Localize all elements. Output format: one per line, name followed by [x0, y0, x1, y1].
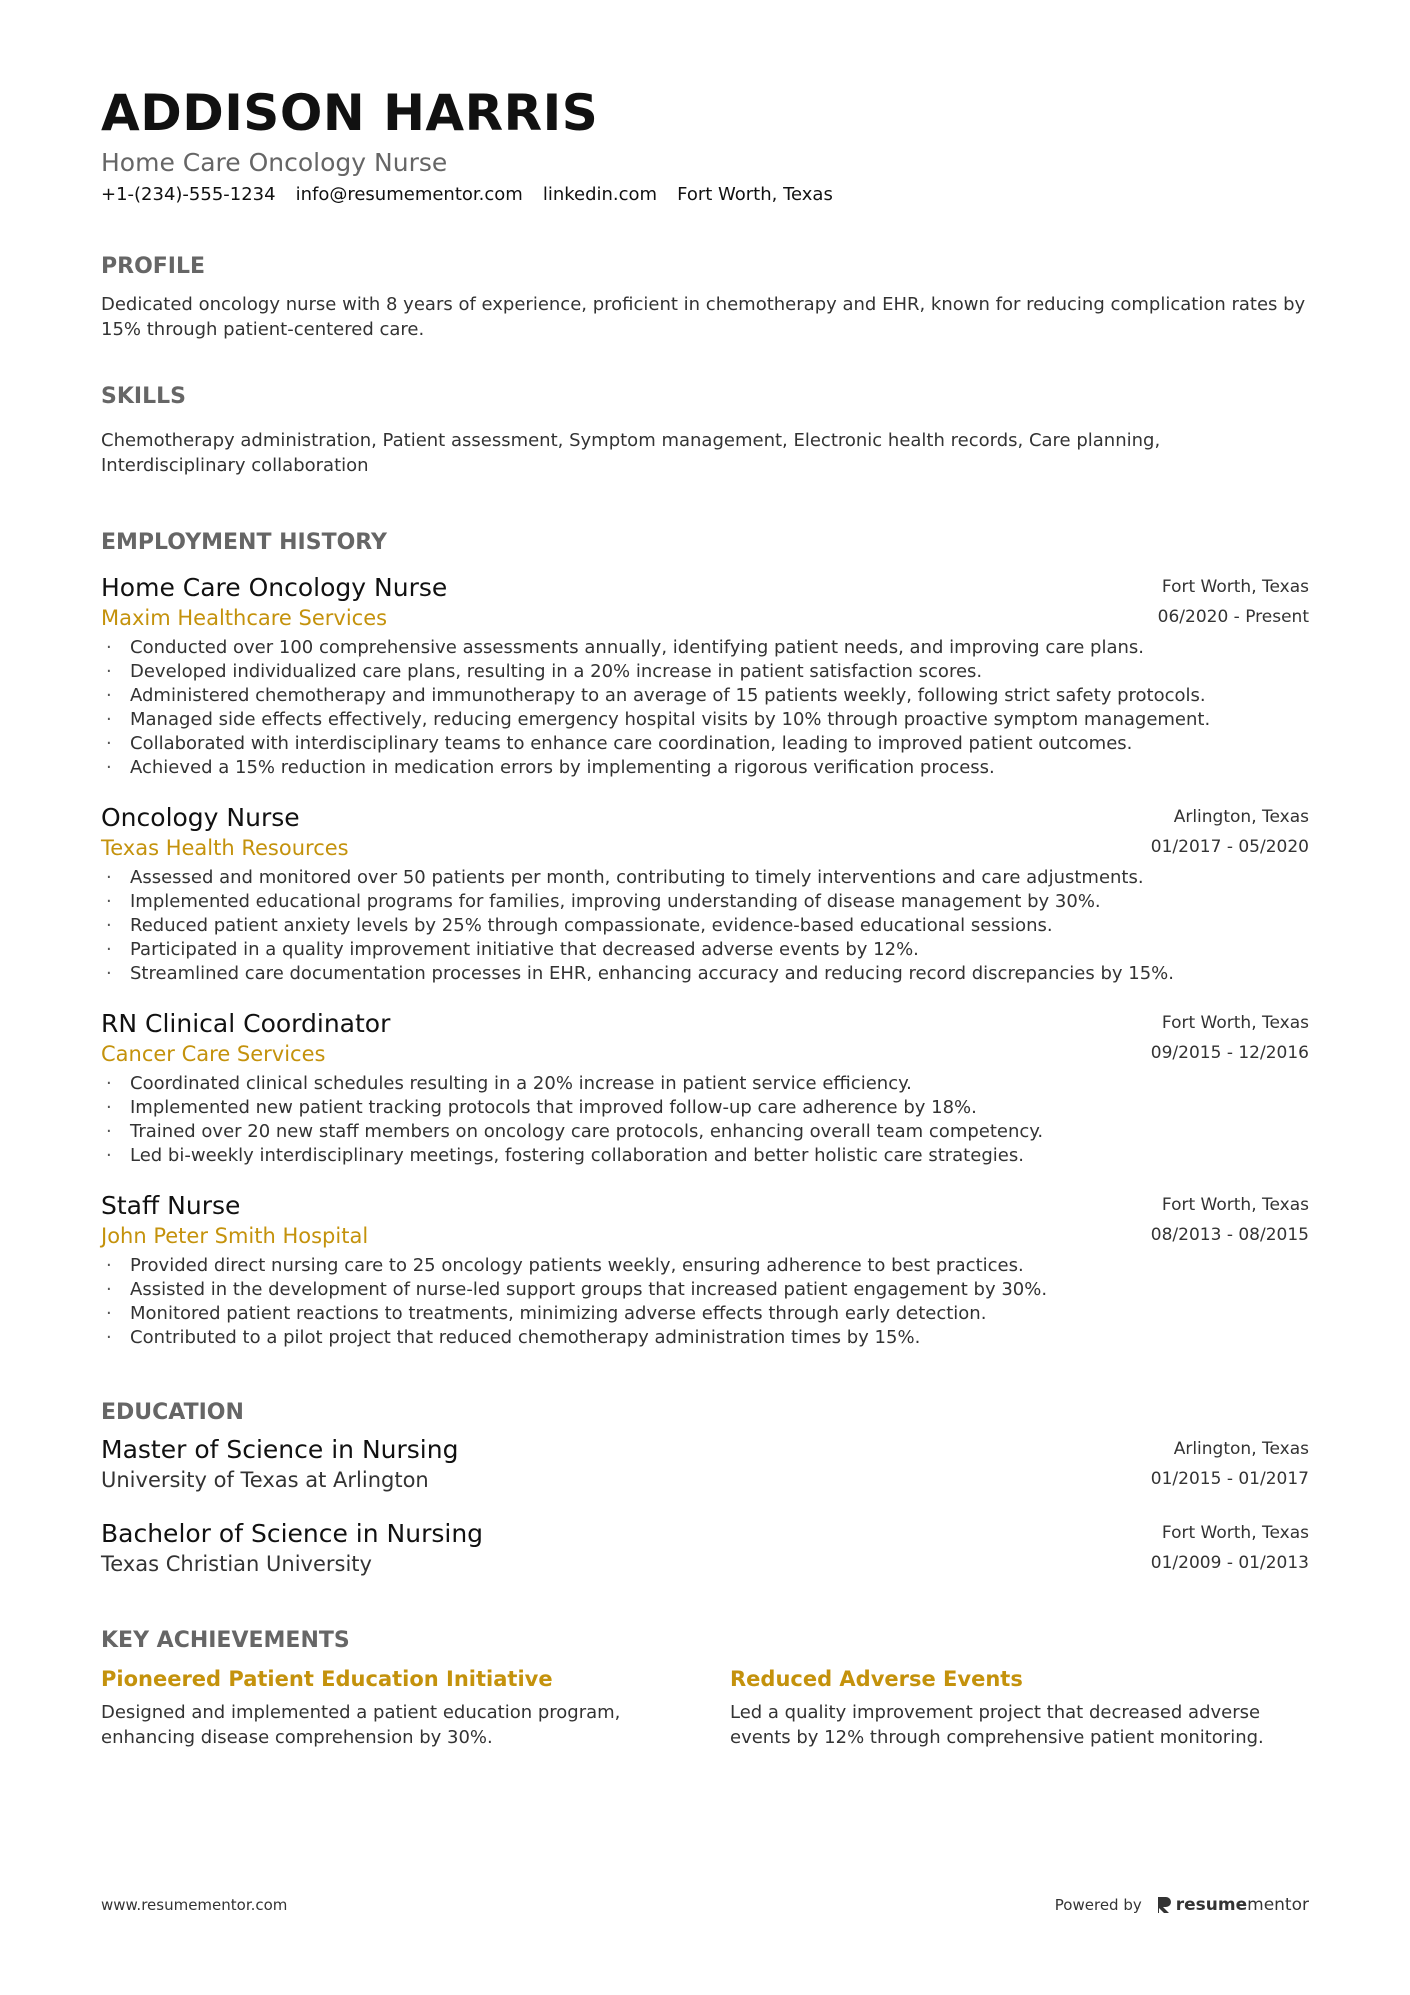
profile-text: Dedicated oncology nurse with 8 years of experience, proficient in chemotherapy and EHR, known for reducing complication rates by 15% through patient-centered care. — [101, 294, 1306, 340]
job-bullet: · Contributed to a pilot project that reduced chemotherapy administration times by 15%. — [101, 1326, 1309, 1350]
job-bullet: · Collaborated with interdisciplinary teams to enhance care coordination, leading to improved patient outcomes. — [101, 732, 1309, 756]
job-bullet: · Administered chemotherapy and immunotherapy to an average of 15 patients weekly, following strict safety protocols. — [101, 684, 1309, 708]
education-location: Fort Worth, Texas — [1161, 1523, 1309, 1543]
achievement-title: Reduced Adverse Events — [730, 1667, 1023, 1691]
job-company: Texas Health Resources — [101, 836, 349, 860]
achievement-text: Designed and implemented a patient education program, enhancing disease comprehension by 30%. — [101, 1702, 621, 1748]
job-bullet: · Assisted in the development of nurse-led support groups that increased patient engagement by 30%. — [101, 1278, 1309, 1302]
education-entry — [101, 1434, 1309, 1494]
skills-section — [101, 382, 1309, 478]
skills-heading: SKILLS — [101, 384, 186, 409]
logo-light-text: mentor — [1247, 1895, 1309, 1915]
candidate-title: Home Care Oncology Nurse — [101, 148, 448, 177]
job-bullet: · Conducted over 100 comprehensive assessments annually, identifying patient needs, and improving care plans. — [101, 636, 1309, 660]
logo-bold-text: resume — [1175, 1895, 1248, 1915]
resumementor-logo[interactable] — [1156, 1895, 1309, 1915]
education-school: University of Texas at Arlington — [101, 1468, 429, 1492]
footer-website-link[interactable]: www.resumementor.com — [101, 1896, 288, 1914]
powered-by-label: Powered by — [1054, 1896, 1142, 1914]
contact-linkedin[interactable]: linkedin.com — [542, 184, 658, 205]
job-bullet: · Developed individualized care plans, resulting in a 20% increase in patient satisfaction scores. — [101, 660, 1309, 684]
job-bullet: · Led bi-weekly interdisciplinary meetings, fostering collaboration and better holistic care strategies. — [101, 1144, 1309, 1168]
job-entry — [101, 1190, 1309, 1350]
job-company: Maxim Healthcare Services — [101, 606, 388, 630]
job-dates: 06/2020 - Present — [1157, 607, 1309, 627]
job-location: Fort Worth, Texas — [1161, 1195, 1309, 1215]
job-bullet: · Achieved a 15% reduction in medication errors by implementing a rigorous verification process. — [101, 756, 1309, 780]
job-location: Fort Worth, Texas — [1161, 1013, 1309, 1033]
achievements-section — [101, 1626, 1309, 1750]
education-dates: 01/2015 - 01/2017 — [1150, 1469, 1309, 1489]
education-degree: Master of Science in Nursing — [101, 1435, 459, 1464]
education-dates: 01/2009 - 01/2013 — [1150, 1553, 1309, 1573]
employment-section — [101, 528, 1309, 1350]
education-location: Arlington, Texas — [1173, 1439, 1309, 1459]
education-degree: Bachelor of Science in Nursing — [101, 1519, 484, 1548]
job-bullet: · Participated in a quality improvement initiative that decreased adverse events by 12%. — [101, 938, 1309, 962]
powered-by — [1055, 1895, 1309, 1915]
job-entry — [101, 802, 1309, 986]
achievement-title: Pioneered Patient Education Initiative — [101, 1667, 553, 1691]
job-bullet: · Implemented new patient tracking protocols that improved follow-up care adherence by 18%. — [101, 1096, 1309, 1120]
education-school: Texas Christian University — [101, 1552, 372, 1576]
employment-heading: EMPLOYMENT HISTORY — [101, 530, 387, 555]
page-footer — [101, 1895, 1309, 1915]
job-company: Cancer Care Services — [101, 1042, 326, 1066]
job-bullets — [101, 1254, 1309, 1350]
candidate-name: ADDISON HARRIS — [101, 84, 599, 142]
profile-heading: PROFILE — [101, 254, 206, 279]
contact-line — [101, 182, 1309, 208]
job-bullet: · Streamlined care documentation processes in EHR, enhancing accuracy and reducing record discrepancies by 15%. — [101, 962, 1309, 986]
job-bullet: · Monitored patient reactions to treatments, minimizing adverse effects through early detection. — [101, 1302, 1309, 1326]
job-bullets — [101, 866, 1309, 986]
job-dates: 08/2013 - 08/2015 — [1150, 1225, 1309, 1245]
profile-section — [101, 252, 1309, 342]
job-bullets — [101, 1072, 1309, 1168]
job-bullet: · Provided direct nursing care to 25 oncology patients weekly, ensuring adherence to best practices. — [101, 1254, 1309, 1278]
job-role: Staff Nurse — [101, 1191, 241, 1220]
achievements-heading: KEY ACHIEVEMENTS — [101, 1628, 350, 1653]
job-bullet: · Coordinated clinical schedules resulting in a 20% increase in patient service efficiency. — [101, 1072, 1309, 1096]
job-bullet: · Managed side effects effectively, reducing emergency hospital visits by 10% through proactive symptom management. — [101, 708, 1309, 732]
job-dates: 09/2015 - 12/2016 — [1150, 1043, 1309, 1063]
achievement-item — [101, 1664, 680, 1750]
education-heading: EDUCATION — [101, 1400, 244, 1425]
job-location: Fort Worth, Texas — [1161, 577, 1309, 597]
contact-location: Fort Worth, Texas — [677, 184, 833, 205]
job-location: Arlington, Texas — [1173, 807, 1309, 827]
job-role: Home Care Oncology Nurse — [101, 573, 448, 602]
achievement-text: Led a quality improvement project that decreased adverse events by 12% through comprehensive patient monitoring. — [730, 1702, 1264, 1748]
job-bullet: · Assessed and monitored over 50 patients per month, contributing to timely interventions and care adjustments. — [101, 866, 1309, 890]
job-bullet: · Implemented educational programs for families, improving understanding of disease management by 30%. — [101, 890, 1309, 914]
achievement-item — [730, 1664, 1309, 1750]
job-entry — [101, 1008, 1309, 1168]
job-entry — [101, 572, 1309, 780]
education-section — [101, 1398, 1309, 1578]
job-company: John Peter Smith Hospital — [101, 1224, 369, 1248]
job-bullet: · Reduced patient anxiety levels by 25% through compassionate, evidence-based educational sessions. — [101, 914, 1309, 938]
resume-page — [101, 80, 1309, 1750]
job-role: Oncology Nurse — [101, 803, 300, 832]
job-bullets — [101, 636, 1309, 780]
skills-text: Chemotherapy administration, Patient assessment, Symptom management, Electronic health records, Care planning, Interdisciplinary collaboration — [101, 430, 1161, 476]
job-dates: 01/2017 - 05/2020 — [1150, 837, 1309, 857]
job-bullet: · Trained over 20 new staff members on oncology care protocols, enhancing overall team competency. — [101, 1120, 1309, 1144]
job-role: RN Clinical Coordinator — [101, 1009, 391, 1038]
resumementor-logo-icon — [1156, 1895, 1172, 1915]
contact-email[interactable]: info@resumementor.com — [295, 184, 523, 205]
education-entry — [101, 1518, 1309, 1578]
contact-phone[interactable]: +1-(234)-555-1234 — [101, 184, 276, 205]
